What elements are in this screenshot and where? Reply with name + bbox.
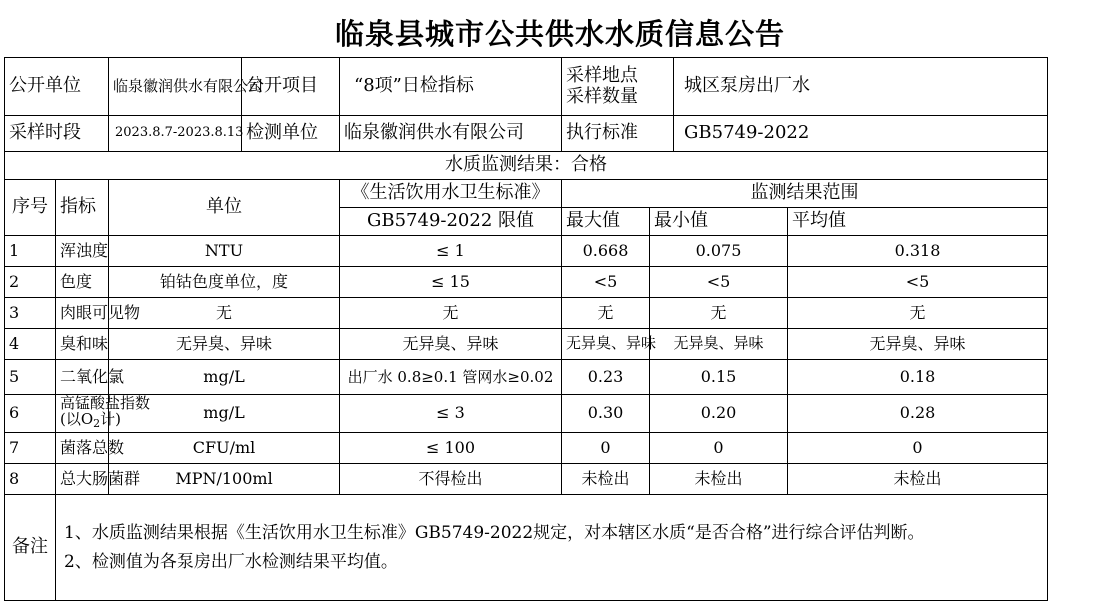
table-row (5, 433, 1048, 464)
row-unit: CFU/ml (109, 433, 340, 464)
row-max: 无异臭、异味 (562, 329, 650, 360)
row-name: 总大肠菌群 (56, 464, 109, 495)
table-row (5, 329, 1048, 360)
row-limit: ≤ 100 (340, 433, 562, 464)
row-max: 0.23 (562, 360, 650, 395)
row-no: 6 (5, 395, 56, 433)
row-no: 4 (5, 329, 56, 360)
row-min: <5 (650, 267, 788, 298)
row-avg: 0.18 (788, 360, 1048, 395)
row-unit: mg/L (109, 360, 340, 395)
row-name: 色度 (56, 267, 109, 298)
row-name-line2 (60, 410, 122, 432)
row-limit: 无 (340, 298, 562, 329)
row-min: 0.15 (650, 360, 788, 395)
row-name: 菌落总数 (56, 433, 109, 464)
test-unit-value: 临泉徽润供水有限公司 (340, 116, 562, 152)
row-min: 未检出 (650, 464, 788, 495)
row-name-subscript: 2 (93, 417, 101, 430)
row-no: 8 (5, 464, 56, 495)
row-max: 未检出 (562, 464, 650, 495)
row-name: 臭和味 (56, 329, 109, 360)
row-unit: 无 (109, 298, 340, 329)
result-line: 水质监测结果：合格 (5, 152, 1048, 180)
row-max: 0.30 (562, 395, 650, 433)
row-name (56, 394, 151, 433)
header-unit: 单位 (109, 180, 340, 236)
header-limit-1: 《生活饮用水卫生标准》 (340, 180, 562, 208)
header-max: 最大值 (562, 208, 650, 236)
notes-body (56, 495, 1048, 601)
row-unit: MPN/100ml (109, 464, 340, 495)
row-no: 1 (5, 236, 56, 267)
row-unit: NTU (109, 236, 340, 267)
header-no: 序号 (5, 180, 56, 236)
row-unit: mg/L (109, 395, 340, 433)
sample-site-label-2: 采样数量 (566, 85, 639, 107)
row-name: 肉眼可见物 (56, 298, 109, 329)
row-limit: ≤ 15 (340, 267, 562, 298)
row-min: 0 (650, 433, 788, 464)
item-value: “8项”日检指标 (340, 58, 562, 116)
notes-label: 备注 (5, 495, 56, 601)
page-title: 临泉县城市公共供水水质信息公告 (334, 17, 785, 51)
row-name: 二氧化氯 (56, 360, 109, 395)
table-row (5, 298, 1048, 329)
row-name-line2-start: (以O (60, 410, 94, 428)
item-label: 公开项目 (242, 58, 340, 116)
row-min: 0.075 (650, 236, 788, 267)
row-limit: ≤ 3 (340, 395, 562, 433)
publisher-value: 临泉徽润供水有限公司 (109, 58, 242, 116)
sample-site-label (562, 58, 674, 116)
row-no: 7 (5, 433, 56, 464)
table-row (5, 395, 1048, 433)
test-unit-label: 检测单位 (242, 116, 340, 152)
sample-site-value: 城区泵房出厂水 (674, 58, 1048, 116)
header-indicator: 指标 (56, 180, 109, 236)
row-max: 0 (562, 433, 650, 464)
row-avg: 未检出 (788, 464, 1048, 495)
note-line-2: 2、检测值为各泵房出厂水检测结果平均值。 (64, 551, 398, 572)
row-name: 浑浊度 (56, 236, 109, 267)
row-max: 0.668 (562, 236, 650, 267)
row-avg: 0.318 (788, 236, 1048, 267)
standard-value: GB5749-2022 (674, 116, 1048, 152)
publisher-label: 公开单位 (5, 58, 109, 116)
water-quality-table (4, 57, 1048, 601)
row-avg: 无异臭、异味 (788, 329, 1048, 360)
row-limit: 出厂水 0.8≥0.1 管网水≥0.02 (340, 360, 562, 395)
row-avg: <5 (788, 267, 1048, 298)
row-no: 3 (5, 298, 56, 329)
row-no: 5 (5, 360, 56, 395)
note-line-1: 1、水质监测结果根据《生活饮用水卫生标准》GB5749-2022规定，对本辖区水质“是否合格”进行综合评估判断。 (64, 522, 925, 543)
table-row (5, 360, 1048, 395)
row-unit: 铂钴色度单位，度 (109, 267, 340, 298)
table-row (5, 267, 1048, 298)
header-min: 最小值 (650, 208, 788, 236)
row-name-line1: 高锰酸盐指数 (60, 394, 151, 412)
row-min: 无异臭、异味 (650, 329, 788, 360)
row-name-line2-end: 计) (100, 410, 122, 428)
standard-label: 执行标准 (562, 116, 674, 152)
row-limit: ≤ 1 (340, 236, 562, 267)
row-min: 0.20 (650, 395, 788, 433)
row-limit: 不得检出 (340, 464, 562, 495)
header-range: 监测结果范围 (562, 180, 1048, 208)
row-avg: 0 (788, 433, 1048, 464)
period-value: 2023.8.7-2023.8.13 (109, 116, 242, 152)
row-limit: 无异臭、异味 (340, 329, 562, 360)
period-label: 采样时段 (5, 116, 109, 152)
row-min: 无 (650, 298, 788, 329)
row-no: 2 (5, 267, 56, 298)
row-max: <5 (562, 267, 650, 298)
header-limit-2: GB5749-2022 限值 (340, 208, 562, 236)
table-row (5, 464, 1048, 495)
table-row (5, 236, 1048, 267)
header-avg: 平均值 (788, 208, 1048, 236)
row-avg: 0.28 (788, 395, 1048, 433)
row-unit: 无异臭、异味 (109, 329, 340, 360)
row-max: 无 (562, 298, 650, 329)
row-avg: 无 (788, 298, 1048, 329)
sample-site-label-1: 采样地点 (566, 64, 639, 86)
